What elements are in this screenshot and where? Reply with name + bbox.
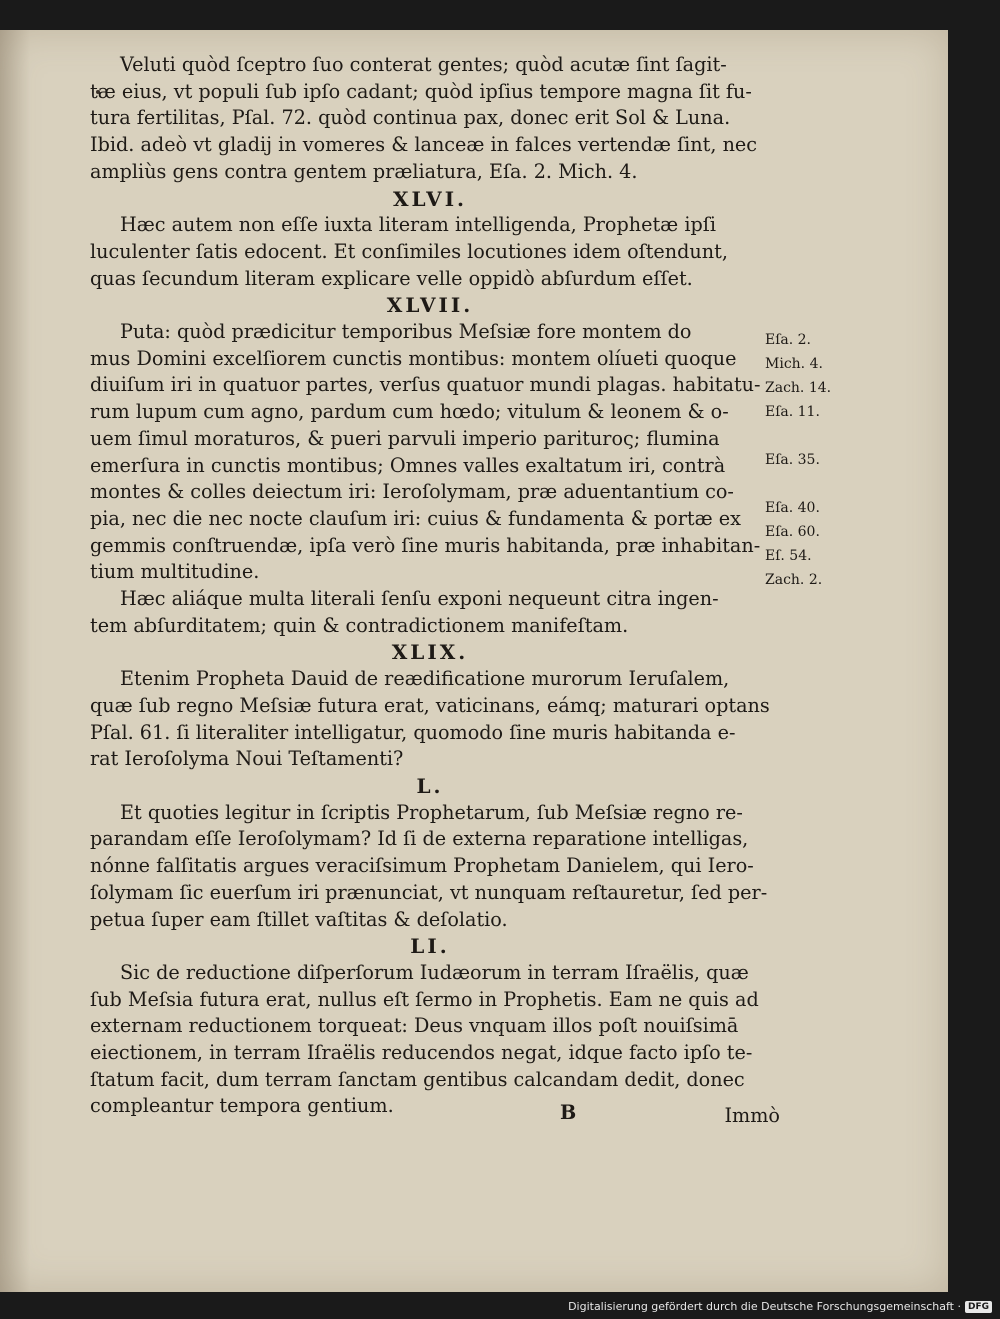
section-heading: XLIX.	[391, 640, 469, 665]
text-line: diuiſum iri in quatuor partes, verſus quatuor mundi plagas. habitatu-	[90, 373, 761, 397]
digitization-footer	[568, 1300, 992, 1313]
text-line: Puta: quòd prædicitur temporibus Meſsiæ fore montem do	[120, 320, 692, 344]
text-line: rum lupum cum agno, pardum cum hœdo; vitulum & leonem & o-	[90, 400, 729, 424]
text-line: quas ſecundum literam explicare velle oppidò abſurdum eſſet.	[90, 266, 693, 290]
text-line: Hæc autem non eſſe iuxta literam intelligenda, Prophetæ ipſi	[120, 213, 716, 237]
text-line: Sic de reductione diſperſorum Iudæorum in terram Iſraëlis, quæ	[120, 960, 749, 984]
marginal-reference	[765, 424, 855, 448]
marginal-references	[765, 328, 855, 592]
text-line: pia, nec die nec nocte clauſum iri: cuius & fundamenta & portæ ex	[90, 506, 741, 530]
text-line: tura fertilitas, Pſal. 72. quòd continua pax, donec erit Sol & Luna.	[90, 106, 731, 130]
text-line: mus Domini excelſiorem cunctis montibus: montem olíueti quoque	[90, 346, 737, 370]
marginal-reference: Eſa. 11.	[765, 404, 820, 420]
page-gutter-shadow	[0, 30, 30, 1292]
section-heading: XLVI.	[392, 186, 468, 211]
text-line: quæ ſub regno Meſsiæ futura erat, vaticinans, eámq; maturari optans	[90, 693, 770, 717]
text-line: Hæc aliáque multa literali ſenſu exponi nequeunt citra ingen-	[120, 587, 719, 611]
text-line: nónne falſitatis argues veraciſsimum Prophetam Danielem, qui Iero-	[90, 854, 754, 878]
marginal-reference: Eſ. 54.	[765, 548, 812, 564]
marginal-reference: Eſa. 2.	[765, 332, 812, 348]
text-line: montes & colles deiectum iri: Ieroſolymam, præ aduentantium co-	[90, 480, 734, 504]
text-line: externam reductionem torqueat: Deus vnquam illos poſt nouiſsimā	[90, 1014, 739, 1038]
text-line: tæ eius, vt populi ſub ipſo cadant; quòd ipſius tempore magna ſit fu-	[90, 79, 752, 103]
text-line: eiectionem, in terram Iſraëlis reducendos negat, idque facto ipſo te-	[90, 1041, 753, 1065]
marginal-reference: Eſa. 40.	[765, 500, 820, 516]
text-line: emerſura in cunctis montibus; Omnes valles exaltatum iri, contrà	[90, 453, 726, 477]
body-text	[90, 52, 770, 1120]
section-heading: L.	[416, 773, 444, 798]
marginal-reference: Mich. 4.	[765, 356, 823, 372]
text-line: ſtatum facit, dum terram ſanctam gentibus calcandam dedit, donec	[90, 1067, 745, 1091]
text-line: ſub Meſsia futura erat, nullus eſt ſermo in Prophetis. Eam ne quis ad	[90, 987, 759, 1011]
text-line: rat Ieroſolyma Noui Teſtamenti?	[90, 747, 404, 771]
text-line: Et quoties legitur in ſcriptis Prophetarum, ſub Meſsiæ regno re-	[120, 800, 743, 824]
text-line: tium multitudine.	[90, 560, 260, 584]
catchword: Immò	[724, 1104, 780, 1127]
text-line: Etenim Propheta Dauid de reædificatione murorum Ieruſalem,	[120, 667, 730, 691]
text-line: gemmis conſtruendæ, ipſa verò ſine muris habitanda, præ inhabitan-	[90, 533, 761, 557]
text-line: parandam eſſe Ieroſolymam? Id ſi de externa reparatione intelligas,	[90, 827, 749, 851]
text-line: Veluti quòd ſceptro ſuo conterat gentes; quòd acutæ ſint ſagit-	[120, 53, 727, 76]
text-line: luculenter ſatis edocent. Et conſimiles locutiones idem oſtendunt,	[90, 239, 728, 263]
marginal-reference: Eſa. 60.	[765, 524, 820, 540]
dfg-logo: DFG	[965, 1301, 992, 1313]
text-line: petua ſuper eam ſtillet vaſtitas & deſolatio.	[90, 907, 508, 931]
text-line: compleantur tempora gentium.	[90, 1094, 394, 1118]
footer-text: Digitalisierung gefördert durch die Deutsche Forschungsgemeinschaft ·	[568, 1300, 961, 1313]
marginal-reference: Zach. 14.	[765, 380, 832, 396]
signature-mark: B	[560, 1101, 577, 1124]
marginal-reference: Zach. 2.	[765, 572, 823, 588]
text-line: uem ſimul moraturos, & pueri parvuli imperio pariturος; flumina	[90, 426, 720, 450]
section-heading: XLVII.	[386, 293, 474, 318]
text-line: tem abſurditatem; quin & contradictionem manifeſtam.	[90, 613, 629, 637]
text-line: ſolymam ſic euerſum iri prænunciat, vt nunquam reſtauretur, ſed per-	[90, 880, 768, 904]
text-line: Pſal. 61. ſi literaliter intelligatur, quomodo ſine muris habitanda e-	[90, 720, 736, 744]
marginal-reference: Eſa. 35.	[765, 452, 820, 468]
text-line: ampliùs gens contra gentem præliatura, Eſa. 2. Mich. 4.	[90, 159, 638, 183]
text-line: Ibid. adeò vt gladij in vomeres & lanceæ in falces vertendæ ſint, nec	[90, 133, 758, 157]
marginal-reference	[765, 472, 855, 496]
section-heading: LI.	[410, 934, 450, 959]
